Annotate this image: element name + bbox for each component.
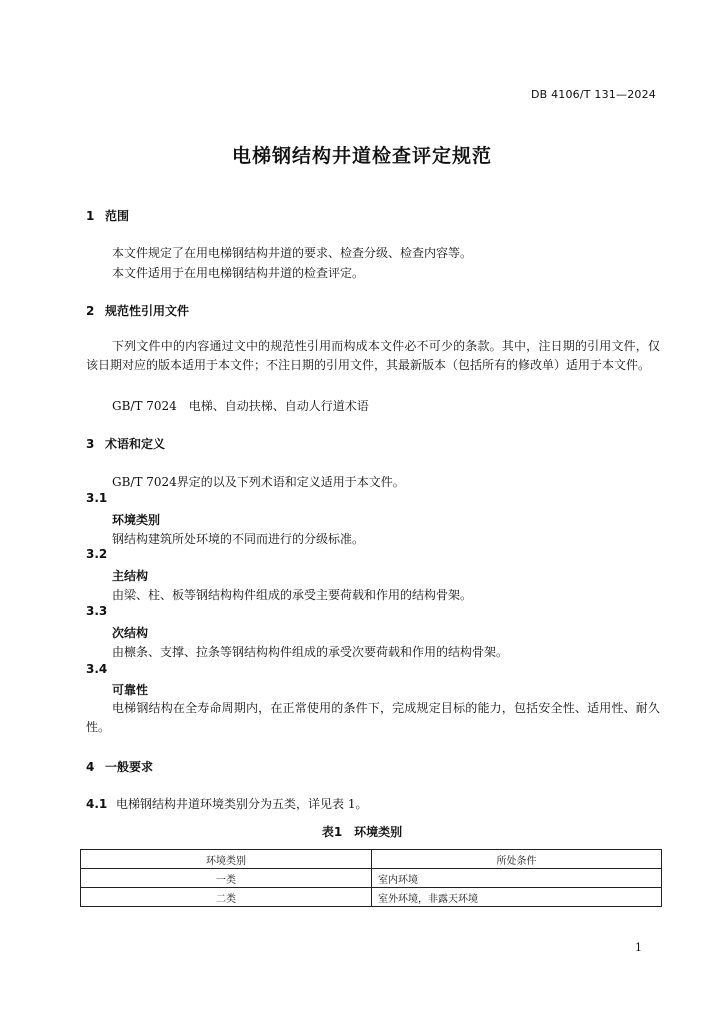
term-definition: 由梁、柱、板等钢结构构件组成的承受主要荷载和作用的结构骨架。 [112, 588, 473, 602]
environment-class-table [80, 849, 662, 907]
clause-number: 4.1 [86, 797, 108, 811]
section-4-heading [86, 758, 153, 775]
section-2-title: 规范性引用文件 [105, 304, 190, 318]
section-4-number: 4 [86, 760, 95, 774]
term-number: 3.3 [86, 604, 108, 618]
section-1-paragraph: 本文件适用于在用电梯钢结构井道的检查评定。 [112, 266, 365, 280]
section-3-intro: GB/T 7024界定的以及下列术语和定义适用于本文件。 [112, 475, 405, 489]
section-1-number: 1 [86, 209, 95, 223]
table-cell: 一类 [81, 869, 372, 888]
section-2-number: 2 [86, 304, 95, 318]
term-definition: 钢结构建筑所处环境的不同而进行的分级标准。 [112, 532, 365, 546]
section-1-title: 范围 [105, 209, 130, 223]
section-3-number: 3 [86, 437, 95, 451]
section-2-paragraph: 下列文件中的内容通过文中的规范性引用而构成本文件必不可少的条款。其中，注日期的引用文件，仅该日期对应的版本适用于本文件；不注日期的引用文件，其最新版本（包括所有的修改单）适用于本文件。 [86, 339, 660, 372]
clause-text: 电梯钢结构井道环境类别分为五类，详见表 1。 [116, 797, 368, 811]
table-cell: 室内环境 [372, 869, 662, 888]
normative-reference: GB/T 7024 电梯、自动扶梯、自动人行道术语 [112, 399, 369, 413]
section-4-title: 一般要求 [105, 760, 154, 774]
term-name: 主结构 [112, 569, 149, 583]
section-3-title: 术语和定义 [105, 437, 166, 451]
term-definition: 电梯钢结构在全寿命周期内，在正常使用的条件下，完成规定目标的能力，包括安全性、适用性、耐久性。 [86, 701, 660, 734]
term-name: 次结构 [112, 626, 149, 640]
term-name: 环境类别 [112, 513, 161, 527]
table-row [81, 869, 662, 888]
term-number: 3.2 [86, 547, 108, 561]
section-2-heading [86, 302, 189, 319]
section-3-heading [86, 435, 165, 452]
table-header-row [81, 850, 662, 869]
table-caption: 表1 环境类别 [321, 825, 403, 839]
section-1-paragraph: 本文件规定了在用电梯钢结构井道的要求、检查分级、检查内容等。 [112, 246, 473, 260]
term-number: 3.4 [86, 662, 108, 676]
term-definition: 由檩条、支撑、拉条等钢结构构件组成的承受次要荷载和作用的结构骨架。 [112, 645, 509, 659]
table-row [81, 888, 662, 907]
table-header-cell: 环境类别 [81, 850, 372, 869]
page-title: 电梯钢结构井道检查评定规范 [231, 145, 492, 167]
table-header-cell: 所处条件 [372, 850, 662, 869]
term-name: 可靠性 [112, 683, 149, 697]
section-1-heading [86, 207, 129, 224]
clause-4-1 [86, 795, 367, 812]
table-cell: 室外环境，非露天环境 [372, 888, 662, 907]
document-number: DB 4106/T 131—2024 [530, 88, 656, 101]
term-number: 3.1 [86, 491, 108, 505]
page-number: 1 [635, 941, 642, 954]
table-cell: 二类 [81, 888, 372, 907]
